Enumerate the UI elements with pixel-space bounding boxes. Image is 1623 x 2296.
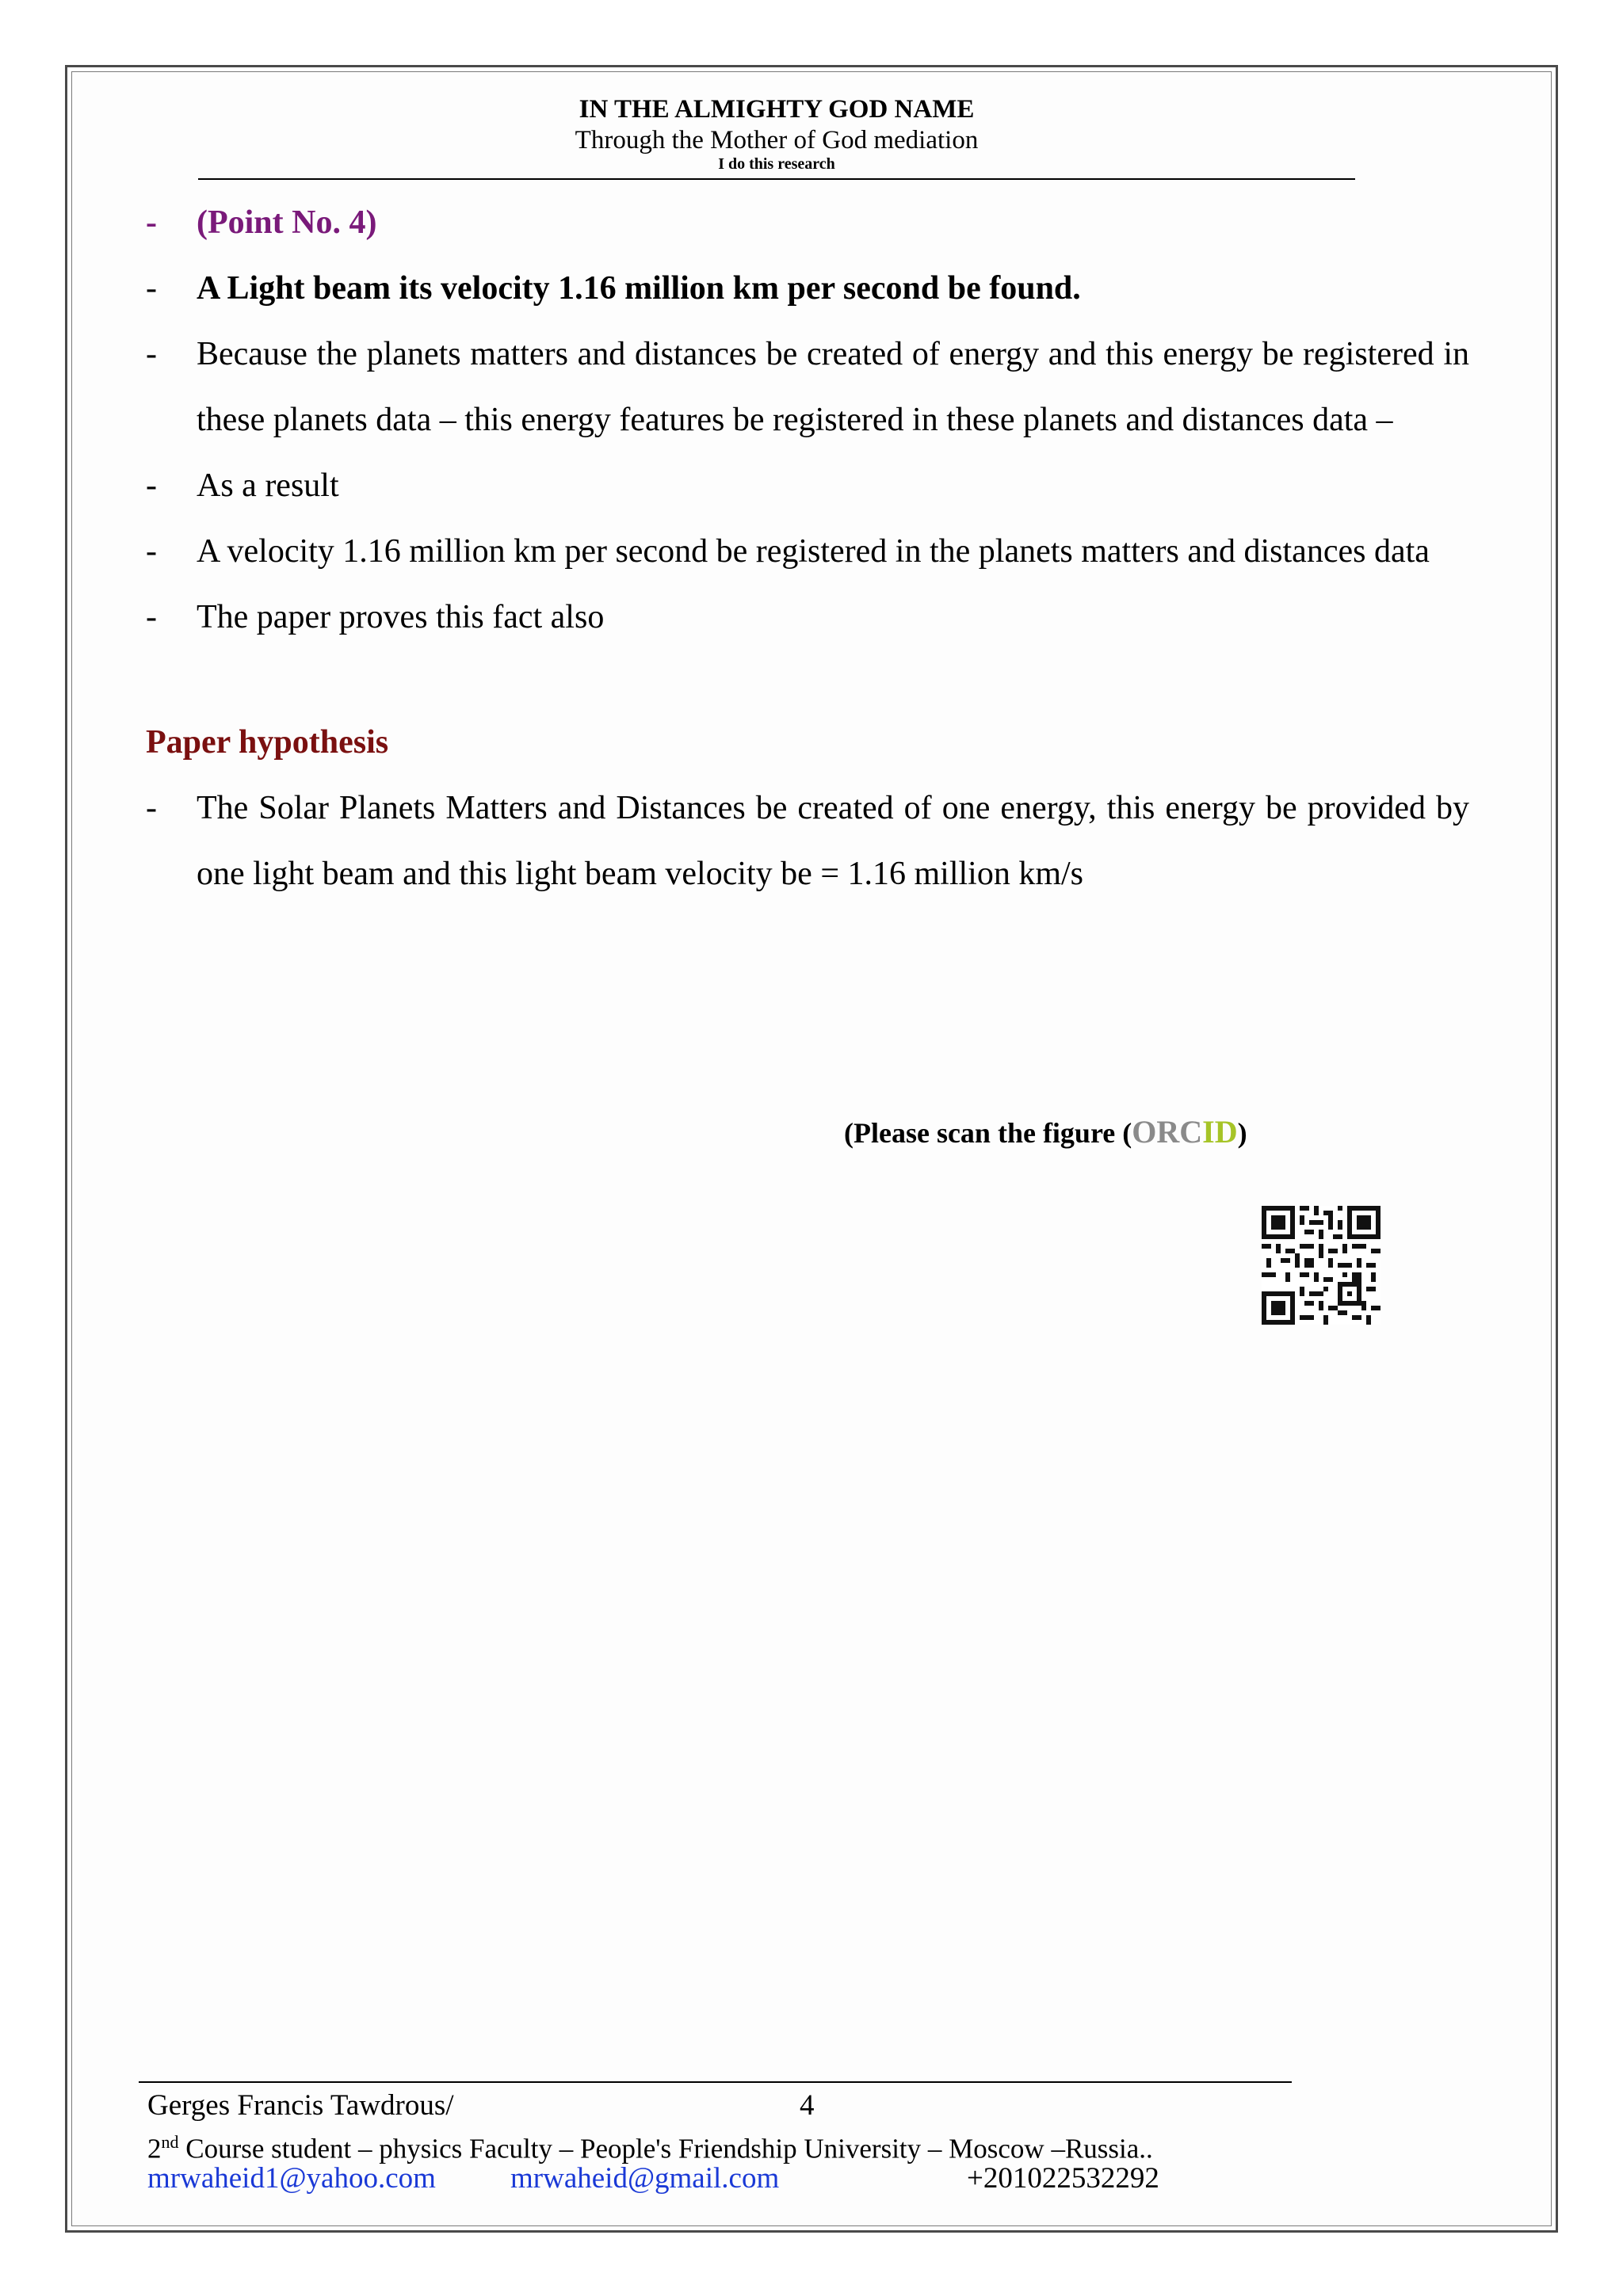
hypothesis-heading: Paper hypothesis [146,724,389,761]
list-dash: - [146,467,157,504]
list-item [146,519,1469,585]
list-item [146,585,1469,650]
scan-instruction [844,1113,1247,1150]
footer-contacts [147,2161,1336,2197]
list-item [146,256,1469,322]
page-header [198,93,1355,173]
header-title: IN THE ALMIGHTY GOD NAME [579,95,975,124]
list-item [146,453,1469,519]
orcid-qr-code[interactable] [1262,1206,1381,1325]
header-rule [198,178,1355,180]
list-dash: - [146,599,157,635]
list-dash: - [146,270,157,307]
list-dash: - [146,336,157,372]
light-beam-statement: A Light beam its velocity 1.16 million km per second be found. [197,270,1081,307]
velocity-statement: A velocity 1.16 million km per second be registered in the planets matters and distances data [197,533,1430,570]
proof-line: The paper proves this fact also [197,599,605,635]
footer-rule [139,2081,1292,2083]
list-item [146,776,1469,907]
page-footer [147,2088,1336,2197]
spacer [146,650,1469,710]
footer-row-author [147,2088,1336,2124]
list-item [146,190,1469,256]
course-number: 2 [147,2133,162,2164]
energy-explanation: Because the planets matters and distances be created of energy and this energy be registered in these planets data – this energy features be registered in these planets and distances data – [197,336,1469,438]
course-text: Course student – physics Faculty – People's Friendship University – Moscow –Russia.. [178,2133,1153,2164]
list-dash: - [146,533,157,570]
hypothesis-text: The Solar Planets Matters and Distances be created of one energy, this energy be provided by one light beam and this light beam velocity be = 1.16 million km/s [197,790,1469,892]
email-link-yahoo[interactable]: mrwaheid1@yahoo.com [147,2162,436,2195]
phone-number: +201022532292 [967,2162,1159,2195]
page-number: 4 [800,2089,815,2122]
point-heading: (Point No. 4) [197,204,377,241]
result-line: As a result [197,467,339,504]
footer-course [147,2124,1336,2164]
orcid-text-id: ID [1202,1114,1238,1150]
email-link-gmail[interactable]: mrwaheid@gmail.com [510,2162,780,2195]
list-dash: - [146,204,157,241]
header-subtitle: Through the Mother of God mediation [575,126,979,154]
list-dash: - [146,790,157,826]
list-item [146,322,1469,453]
scan-prefix: (Please scan the figure ( [844,1117,1132,1149]
main-content [146,190,1469,907]
footer-author: Gerges Francis Tawdrous/ [147,2089,454,2122]
course-suffix: nd [161,2132,179,2152]
scan-suffix: ) [1237,1117,1247,1149]
header-small-text: I do this research [718,155,835,173]
orcid-text-orc: ORC [1132,1114,1203,1150]
